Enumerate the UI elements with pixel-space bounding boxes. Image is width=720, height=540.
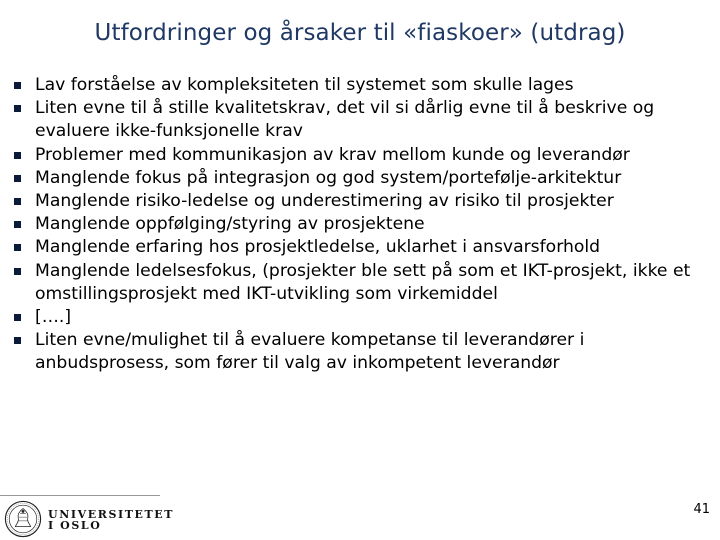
bullet-text: Manglende risiko-ledelse og underestimering av risiko til prosjekter [35, 191, 614, 212]
bullet-text: Manglende oppfølging/styring av prosjektene [35, 214, 425, 235]
bullet-text: Liten evne/mulighet til å evaluere kompetanse til leverandører i anbudsprosess, som fører til valg av inkompetent leverandør [35, 330, 585, 374]
square-bullet-icon [14, 244, 21, 251]
slide-title: Utfordringer og årsaker til «fiaskoer» (utdrag) [94, 20, 626, 46]
bullet-item [14, 167, 714, 190]
square-bullet-icon [14, 337, 21, 344]
square-bullet-icon [14, 82, 21, 89]
bullet-item [14, 236, 714, 259]
footer-divider [0, 495, 160, 496]
square-bullet-icon [14, 268, 21, 275]
bullet-item [14, 260, 714, 306]
square-bullet-icon [14, 314, 21, 321]
square-bullet-icon [14, 221, 21, 228]
bullet-text: Manglende erfaring hos prosjektledelse, uklarhet i ansvarsforhold [35, 237, 601, 258]
bullet-item [14, 213, 714, 236]
bullet-list [14, 74, 714, 376]
square-bullet-icon [14, 105, 21, 112]
bullet-item [14, 144, 714, 167]
university-seal-icon [4, 500, 42, 538]
bullet-item [14, 74, 714, 97]
bullet-text: Lav forståelse av kompleksiteten til systemet som skulle lages [35, 75, 574, 95]
university-name-line2: I OSLO [48, 519, 102, 532]
bullet-item [14, 97, 714, 143]
bullet-text: Liten evne til å stille kvalitetskrav, det vil si dårlig evne til å beskrive og evaluere ikke-funksjonelle krav [35, 98, 655, 142]
page-number: 41 [693, 502, 710, 517]
bullet-text: [….] [35, 307, 72, 328]
university-name-line1: UNIVERSITETET [48, 508, 175, 521]
square-bullet-icon [14, 175, 21, 182]
square-bullet-icon [14, 152, 21, 159]
bullet-item [14, 190, 714, 213]
bullet-item [14, 329, 714, 375]
bullet-text: Manglende ledelsesfokus, (prosjekter ble sett på som et IKT-prosjekt, ikke et omstillingsprosjekt med IKT-utvikling som virkemiddel [35, 260, 691, 304]
bullet-text: Manglende fokus på integrasjon og god system/portefølje-arkitektur [35, 167, 622, 188]
university-name [48, 509, 174, 531]
bullet-item [14, 306, 714, 329]
bullet-text: Problemer med kommunikasjon av krav mellom kunde og leverandør [35, 144, 630, 165]
square-bullet-icon [14, 198, 21, 205]
